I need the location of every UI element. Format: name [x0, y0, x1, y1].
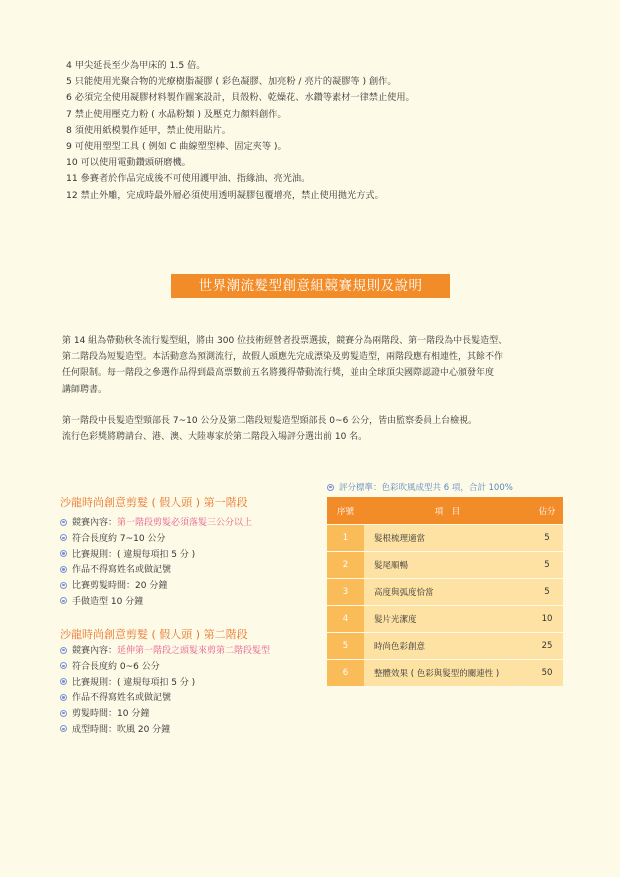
- table-row: [327, 633, 563, 660]
- bullet-icon: [60, 678, 67, 685]
- list-item: [60, 707, 310, 723]
- list-item: [60, 644, 310, 660]
- bullet-icon: [60, 597, 67, 604]
- bullet-icon: [60, 662, 67, 669]
- table-row: [327, 660, 563, 687]
- caption-text: 評分標準：色彩吹風成型共 6 項，合計 100%: [339, 483, 513, 493]
- bullet-icon: [60, 566, 67, 573]
- list-item: [60, 516, 310, 532]
- rule-item: 12 禁止外雕，完成時最外層必須使用透明凝膠包覆增亮，禁止使用拋光方式。: [66, 189, 384, 201]
- bullet-icon: [327, 484, 334, 491]
- bullet-icon: [60, 582, 67, 589]
- bullet-icon: [60, 534, 67, 541]
- list-item: [60, 579, 310, 595]
- row-index: 1: [327, 525, 364, 552]
- bullet-icon: [60, 725, 67, 732]
- header-item: 項 目: [364, 497, 531, 525]
- item-highlight: 延伸第一階段之頭髮來剪第二階段髮型: [117, 646, 271, 656]
- list-item: [60, 548, 310, 564]
- table-row: [327, 606, 563, 633]
- row-item: 髮尾順暢: [364, 552, 531, 579]
- row-item: 髮根梳理適當: [364, 525, 531, 552]
- score-table: [327, 497, 563, 686]
- intro-paragraph: [62, 333, 562, 398]
- row-index: 4: [327, 606, 364, 633]
- bullet-icon: [60, 519, 67, 526]
- item-label: 成型時間：吹風 20 分鐘: [72, 724, 171, 735]
- item-label: 競賽內容：: [72, 518, 118, 528]
- stage2-list: [60, 644, 310, 739]
- row-score: 5: [531, 579, 563, 606]
- row-score: 50: [531, 660, 563, 687]
- rule-item: 5 只能使用光聚合物的光療樹脂凝膠 ( 彩色凝膠、加亮粉 / 亮片的凝膠等 ) 創作。: [66, 76, 397, 88]
- stage2-title: 沙龍時尚創意剪髮 ( 假人頭 ) 第二階段: [60, 628, 248, 641]
- paragraph-line: 流行色彩獎將聘請台、港、澳、大陸專家於第二階段入場評分選出前 10 名。: [62, 432, 368, 443]
- list-item: [60, 676, 310, 692]
- row-score: 5: [531, 525, 563, 552]
- list-item: [60, 563, 310, 579]
- bullet-icon: [60, 694, 67, 701]
- competition-rules-list: [66, 58, 586, 204]
- list-item: [60, 691, 310, 707]
- row-index: 6: [327, 660, 364, 687]
- paragraph-line: 講師聘書。: [62, 384, 108, 395]
- row-score: 5: [531, 552, 563, 579]
- section-banner-title: 世界潮流髮型創意組競賽規則及說明: [171, 274, 450, 298]
- list-item: [60, 532, 310, 548]
- item-highlight: 第一階段剪髮必須落髮三公分以上: [117, 518, 253, 528]
- item-label: 作品不得寫姓名或做記號: [72, 565, 172, 576]
- bullet-icon: [60, 710, 67, 717]
- paragraph-line: 第一階段中長髮造型頸部長 7~10 公分及第二階段短髮造型頸部長 0~6 公分，皆由監察委員上台檢視。: [62, 416, 478, 426]
- paragraph-line: 第二階段為短髮造型。本活動意為預測流行，故假人頭應先完成漂染及剪髮造型，兩階段應有相連性，其餘不作: [62, 352, 504, 363]
- row-item: 髮片光潔度: [364, 606, 531, 633]
- stage1-list: [60, 516, 310, 611]
- rule-item: 8 須使用紙模製作延甲，禁止使用貼片。: [66, 124, 231, 136]
- bullet-icon: [60, 550, 67, 557]
- item-label: 比賽規則：( 違規每項扣 5 分 ): [72, 549, 196, 560]
- row-index: 3: [327, 579, 364, 606]
- item-label: 作品不得寫姓名或做記號: [72, 693, 172, 704]
- item-label: 手做造型 10 分鐘: [72, 596, 144, 607]
- table-header-row: [327, 497, 563, 525]
- item-label: 比賽規則：( 違規每項扣 5 分 ): [72, 677, 196, 688]
- header-score: 佔分: [531, 497, 563, 525]
- item-label: 符合長度約 0~6 公分: [72, 661, 160, 672]
- header-index: 序號: [327, 497, 364, 525]
- row-item: 整體效果 ( 色彩與髮型的關連性 ): [364, 660, 531, 687]
- rule-item: 6 必須完全使用凝膠材料製作圖案設計，貝殼粉、乾燥花、水鑽等素材一律禁止使用。: [66, 92, 415, 104]
- item-label: 剪髮時間：10 分鐘: [72, 709, 150, 720]
- row-score: 25: [531, 633, 563, 660]
- row-score: 10: [531, 606, 563, 633]
- paragraph-line: 任何限制。每一階段之參選作品得到最高票數前五名將獲得帶動流行獎，並由全球頂尖國際認證中心頒發年度: [62, 368, 495, 379]
- row-item: 高度與弧度恰當: [364, 579, 531, 606]
- row-item: 時尚色彩創意: [364, 633, 531, 660]
- table-row: [327, 579, 563, 606]
- list-item: [60, 595, 310, 611]
- bullet-icon: [60, 647, 67, 654]
- list-item: [60, 723, 310, 739]
- rule-item: 4 甲尖延長至少為甲床的 1.5 倍。: [66, 60, 206, 71]
- rule-item: 10 可以使用電動鑽頭研磨機。: [66, 157, 191, 169]
- rule-item: 11 參賽者於作品完成後不可使用護甲油、指緣油、亮光油。: [66, 173, 311, 185]
- stage1-title: 沙龍時尚創意剪髮 ( 假人頭 ) 第一階段: [60, 496, 248, 509]
- row-index: 2: [327, 552, 364, 579]
- paragraph-line: 第 14 組為帶動秋冬流行髮型組，將由 300 位技術經營者投票選拔，競賽分為兩階段、第一階段為中長髮造型、: [62, 336, 508, 346]
- item-label: 比賽剪髮時間：20 分鐘: [72, 581, 168, 592]
- row-index: 5: [327, 633, 364, 660]
- item-label: 符合長度約 7~10 公分: [72, 533, 166, 544]
- item-label: 競賽內容：: [72, 646, 118, 656]
- table-row: [327, 552, 563, 579]
- score-table-caption: [327, 481, 513, 493]
- list-item: [60, 660, 310, 676]
- rule-item: 7 禁止使用壓克力粉 ( 水晶粉類 ) 及壓克力顏料創作。: [66, 108, 287, 120]
- table-row: [327, 525, 563, 552]
- rule-item: 9 可使用塑型工具 ( 例如 C 曲線塑型棒、固定夾等 )。: [66, 141, 287, 153]
- length-paragraph: [62, 413, 562, 445]
